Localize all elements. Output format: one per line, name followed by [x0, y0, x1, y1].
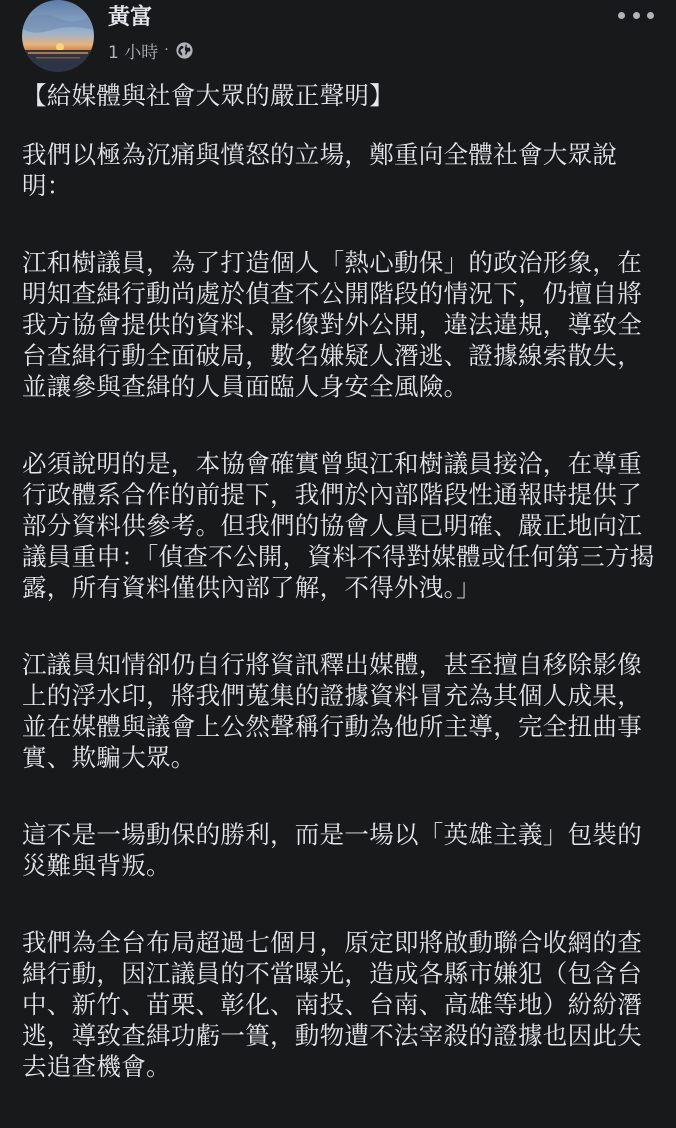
more-options-icon[interactable] — [618, 4, 654, 26]
post-header — [0, 0, 676, 76]
more-dot — [633, 12, 640, 19]
more-dot — [647, 12, 654, 19]
post-paragraph: 江和樹議員，為了打造個人「熱心動保」的政治形象，在明知查緝行動尚處於偵查不公開階段的情況下，仍擅自將我方協會提供的資料、影像對外公開，違法違規，導致全台查緝行動全面破局，數名嫌疑人潛逃、證據線索散失，並讓參與查緝的人員面臨人身安全風險。 — [22, 248, 642, 401]
globe-icon[interactable] — [175, 41, 194, 60]
author-name[interactable]: 黃富 — [108, 5, 153, 30]
post-meta — [108, 38, 194, 62]
more-dot — [618, 12, 625, 19]
post-paragraph: 必須說明的是，本協會確實曾與江和樹議員接洽，在尊重行政體系合作的前提下，我們於內部階段性通報時提供了部分資料供參考。但我們的協會人員已明確、嚴正地向江議員重申：「偵查不公開，資料不得對媒體或任何第三方揭露，所有資料僅供內部了解，不得外洩。」 — [22, 449, 655, 602]
avatar[interactable] — [22, 0, 94, 72]
sunset-avatar-image — [22, 0, 94, 72]
post-paragraph: 我們為全台布局超過七個月，原定即將啟動聯合收網的查緝行動，因江議員的不當曝光，造成各縣市嫌犯（包含台中、新竹、苗栗、彰化、南投、台南、高雄等地）紛紛潛逃，導致查緝功虧一簣，動物遭不法宰殺的證據也因此失去追查機會。 — [22, 928, 642, 1081]
post-timestamp[interactable]: 1 小時 — [108, 42, 159, 63]
meta-separator: · — [164, 42, 169, 58]
post-body — [22, 80, 662, 1128]
post-paragraph: 我們以極為沉痛與憤怒的立場，鄭重向全體社會大眾說明： — [22, 140, 618, 200]
post-title: 【給媒體與社會大眾的嚴正聲明】 — [22, 81, 394, 110]
post-paragraph: 江議員知情卻仍自行將資訊釋出媒體，甚至擅自移除影像上的浮水印，將我們蒐集的證據資料冒充為其個人成果，並在媒體與議會上公然聲稱行動為他所主導，完全扭曲事實、欺騙大眾。 — [22, 650, 642, 772]
post-paragraph: 這不是一場動保的勝利，而是一場以「英雄主義」包裝的災難與背叛。 — [22, 820, 642, 880]
